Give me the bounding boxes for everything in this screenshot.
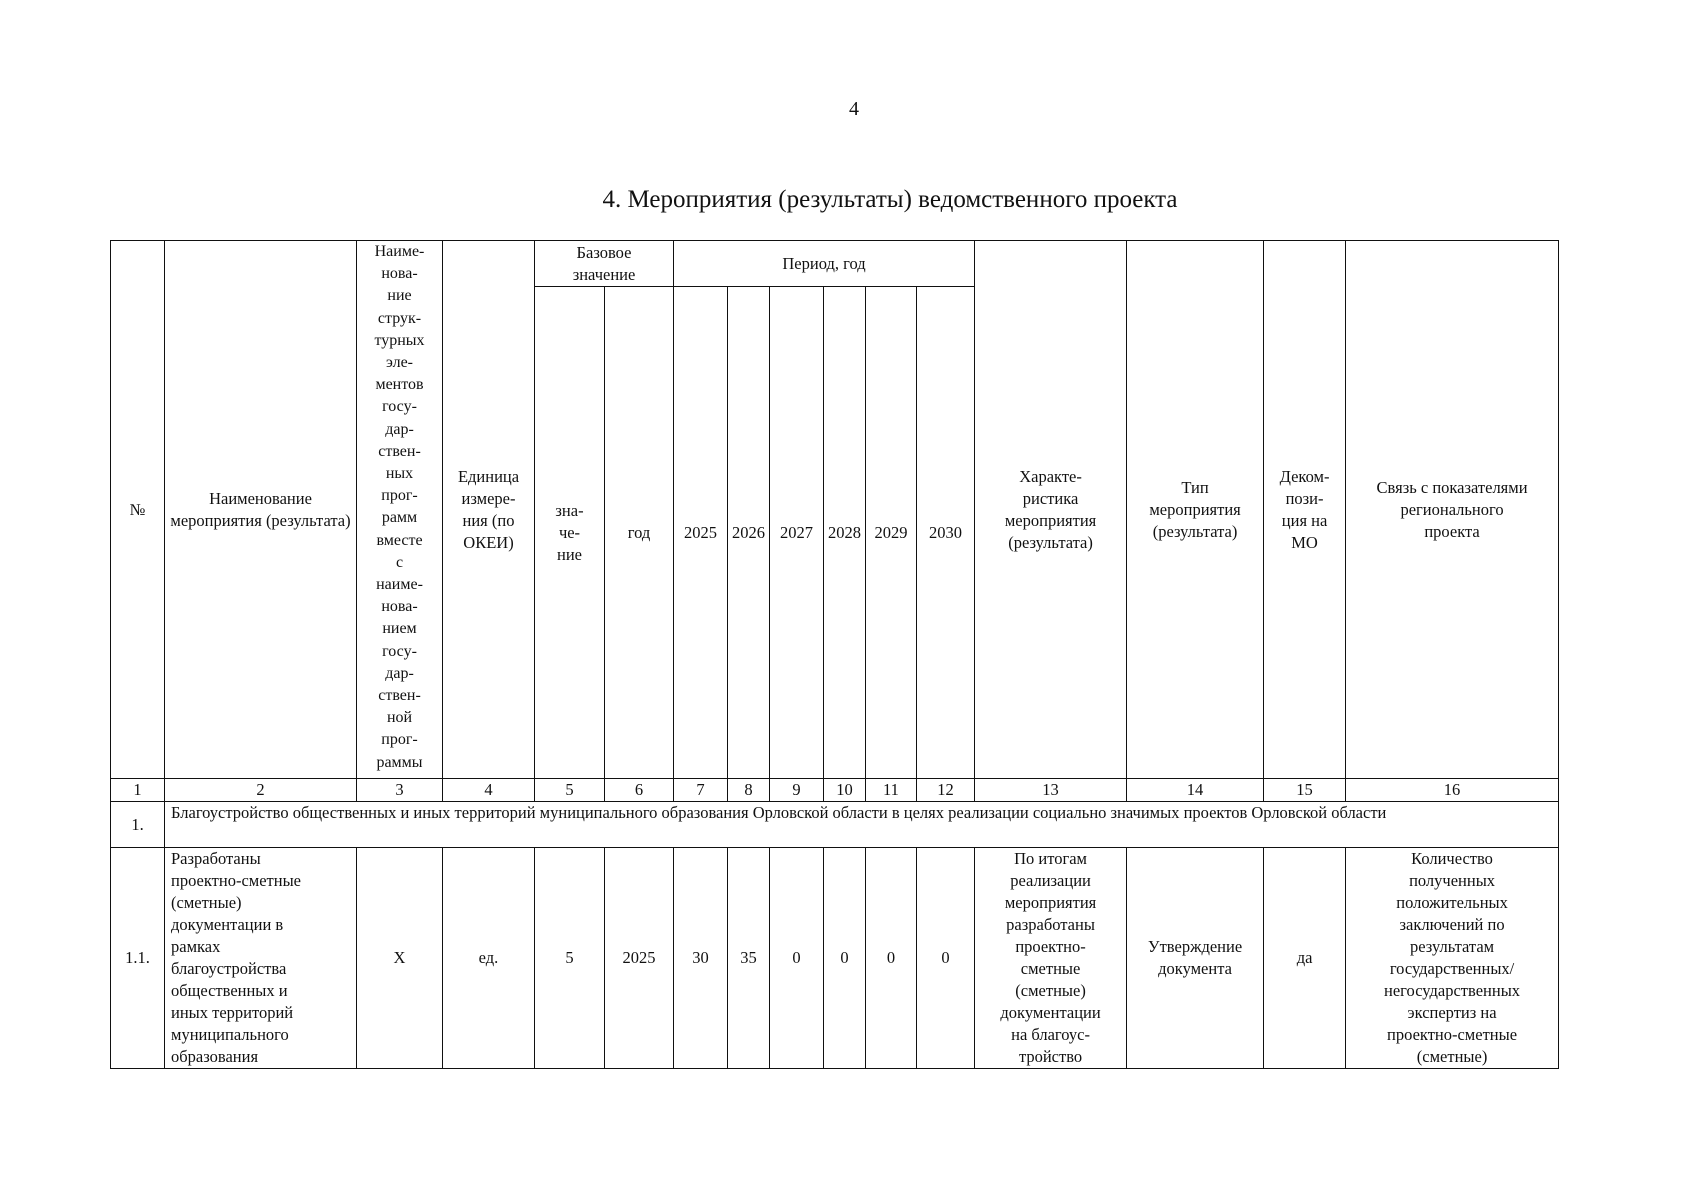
page-number: 4 — [849, 98, 859, 120]
row-name: Разработаны проектно-сметные (сметные) документации в рамках благоустройства общественных и иных территорий муниципального образования — [165, 848, 357, 1069]
column-number: 14 — [1127, 779, 1264, 802]
row-number: 1.1. — [111, 848, 165, 1069]
column-number: 4 — [443, 779, 535, 802]
row-type: Утверждение документа — [1127, 848, 1264, 1069]
row-value-2029: 0 — [866, 848, 917, 1069]
row-unit: ед. — [443, 848, 535, 1069]
column-number: 1 — [111, 779, 165, 802]
header-decomposition: Деком- пози- ция на МО — [1264, 241, 1346, 779]
row-value-2030: 0 — [917, 848, 975, 1069]
header-characteristic: Характе- ристика мероприятия (результата) — [975, 241, 1127, 779]
section-title: Благоустройство общественных и иных территорий муниципального образования Орловской области в целях реализации социально значимых проектов Орловской области — [165, 802, 1559, 848]
table-row — [111, 848, 1559, 1069]
column-number: 8 — [728, 779, 770, 802]
column-number: 2 — [165, 779, 357, 802]
header-period: Период, год — [674, 241, 975, 287]
row-structural: X — [357, 848, 443, 1069]
row-base-year: 2025 — [605, 848, 674, 1069]
header-base: Базовое значение — [535, 241, 674, 287]
header-year-2030: 2030 — [917, 287, 975, 779]
header-name: Наименование мероприятия (результата) — [165, 241, 357, 779]
column-number: 11 — [866, 779, 917, 802]
header-year-2029: 2029 — [866, 287, 917, 779]
header-no: № — [111, 241, 165, 779]
row-value-2026: 35 — [728, 848, 770, 1069]
header-link: Связь с показателями регионального проекта — [1346, 241, 1559, 779]
column-number: 3 — [357, 779, 443, 802]
header-type: Тип мероприятия (результата) — [1127, 241, 1264, 779]
header-year-2028: 2028 — [824, 287, 866, 779]
column-number: 9 — [770, 779, 824, 802]
section-row — [111, 802, 1559, 848]
header-structural-elements: Наиме- нова- ние струк- турных эле- ментов госу- дар- ствен- ных прог- рамм вместе с наиме- нова- нием госу- дар- ствен- ной прог- раммы — [357, 241, 443, 779]
column-number: 10 — [824, 779, 866, 802]
row-link: Количество полученных положительных заключений по результатам государственных/ негосударственных экспертиз на проектно-сметные (сметные) — [1346, 848, 1559, 1069]
header-base-year: год — [605, 287, 674, 779]
column-number: 7 — [674, 779, 728, 802]
header-unit: Единица измере- ния (по ОКЕИ) — [443, 241, 535, 779]
row-value-2028: 0 — [824, 848, 866, 1069]
row-value-2027: 0 — [770, 848, 824, 1069]
section-number: 1. — [111, 802, 165, 848]
row-characteristic: По итогам реализации мероприятия разработаны проектно- сметные (сметные) документации на благоус- тройство — [975, 848, 1127, 1069]
header-year-2027: 2027 — [770, 287, 824, 779]
row-decomposition: да — [1264, 848, 1346, 1069]
column-number: 16 — [1346, 779, 1559, 802]
header-base-value: зна- че- ние — [535, 287, 605, 779]
header-row-top — [111, 241, 1559, 287]
header-year-2025: 2025 — [674, 287, 728, 779]
page-title: 4. Мероприятия (результаты) ведомственного проекта — [602, 186, 1178, 213]
row-base-value: 5 — [535, 848, 605, 1069]
column-number-row — [111, 779, 1559, 802]
measures-table — [110, 240, 1559, 1069]
row-value-2025: 30 — [674, 848, 728, 1069]
column-number: 13 — [975, 779, 1127, 802]
column-number: 12 — [917, 779, 975, 802]
column-number: 15 — [1264, 779, 1346, 802]
header-year-2026: 2026 — [728, 287, 770, 779]
column-number: 5 — [535, 779, 605, 802]
column-number: 6 — [605, 779, 674, 802]
